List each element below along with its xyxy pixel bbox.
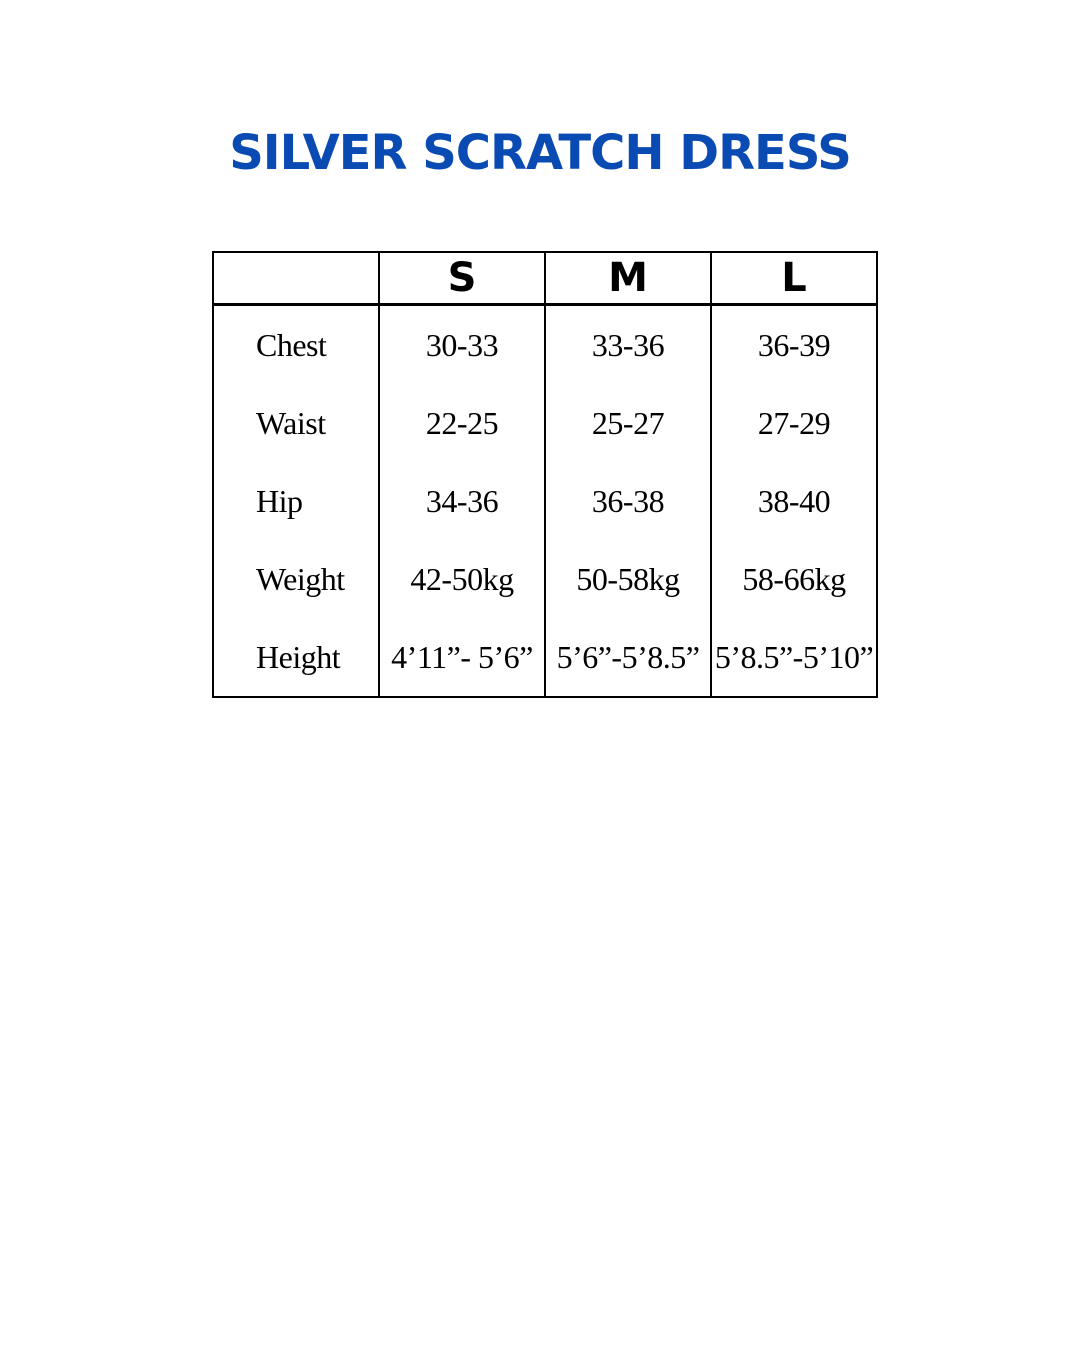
table-cell: 22-25 (379, 384, 545, 462)
table-cell: 34-36 (379, 462, 545, 540)
row-label-hip: Hip (213, 462, 379, 540)
table-row (213, 384, 877, 462)
table-cell: 38-40 (711, 462, 877, 540)
table-cell: 36-39 (711, 305, 877, 385)
header-cell-l: L (711, 252, 877, 305)
header-cell-s: S (379, 252, 545, 305)
table-cell: 36-38 (545, 462, 711, 540)
table-cell: 58-66kg (711, 540, 877, 618)
header-row (213, 252, 877, 305)
table-row (213, 540, 877, 618)
page-title: SILVER SCRATCH DRESS (229, 125, 851, 181)
table-cell: 5’8.5”-5’10” (711, 618, 877, 697)
table-cell: 33-36 (545, 305, 711, 385)
table-row (213, 618, 877, 697)
table-row (213, 305, 877, 385)
table-cell: 25-27 (545, 384, 711, 462)
header-cell-m: M (545, 252, 711, 305)
table-cell: 50-58kg (545, 540, 711, 618)
table-row (213, 462, 877, 540)
size-chart-table (212, 251, 878, 698)
row-label-chest: Chest (213, 305, 379, 385)
table-cell: 42-50kg (379, 540, 545, 618)
table-cell: 30-33 (379, 305, 545, 385)
table-cell: 27-29 (711, 384, 877, 462)
table-cell: 5’6”-5’8.5” (545, 618, 711, 697)
row-label-weight: Weight (213, 540, 379, 618)
header-cell-empty (213, 252, 379, 305)
row-label-height: Height (213, 618, 379, 697)
row-label-waist: Waist (213, 384, 379, 462)
table-cell: 4’11”- 5’6” (379, 618, 545, 697)
